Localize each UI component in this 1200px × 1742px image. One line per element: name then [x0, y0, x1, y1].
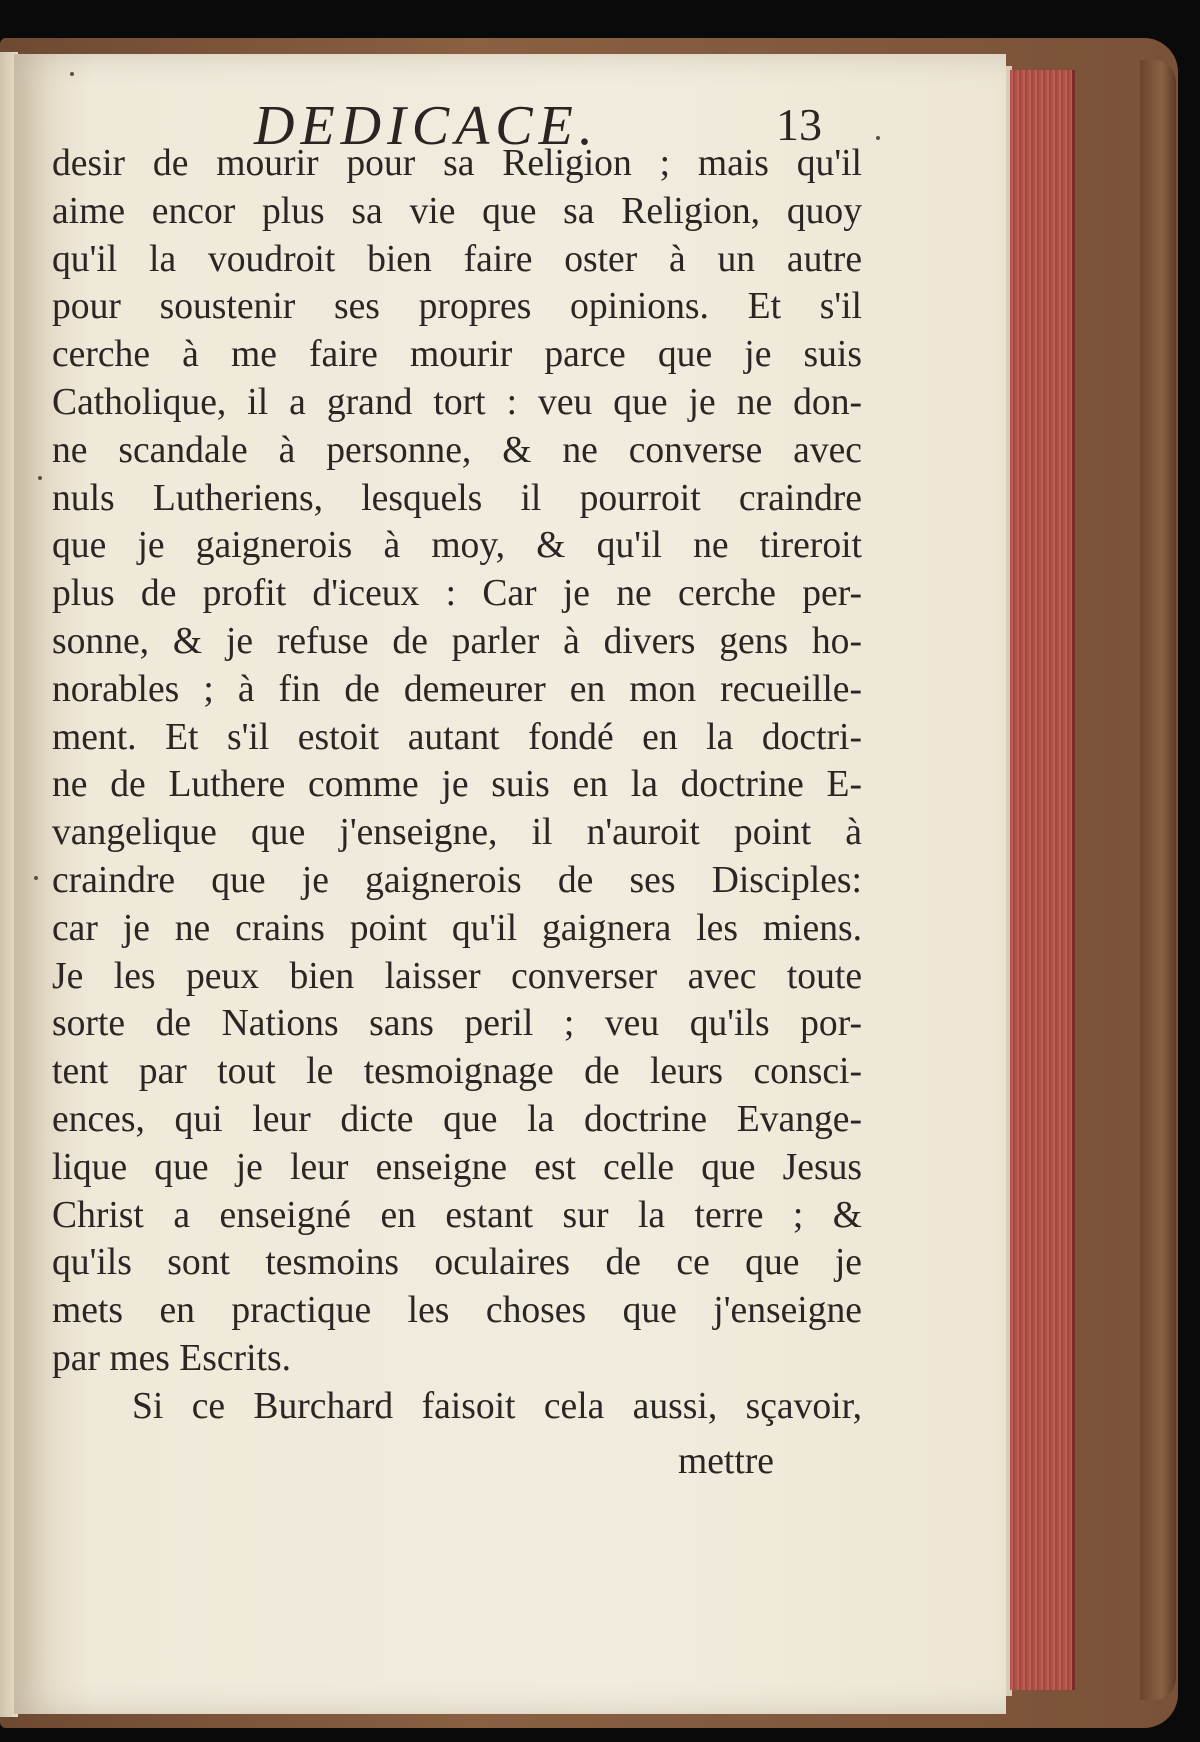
ink-speck — [38, 476, 42, 480]
text-line: ne de Luthere comme je suis en la doctrine E- — [52, 764, 862, 806]
text-line: que je gaignerois à moy, & qu'il ne tireroit — [52, 525, 862, 567]
ink-speck — [70, 72, 74, 76]
red-fore-edge — [1010, 70, 1075, 1690]
text-line: Catholique, il a grand tort : veu que je ne don- — [52, 381, 862, 423]
text-line: tent par tout le tesmoignage de leurs consci- — [52, 1051, 862, 1093]
text-line: desir de mourir pour sa Religion ; mais qu'il — [52, 143, 862, 184]
text-line: norables ; à fin de demeurer en mon recueille- — [52, 668, 862, 710]
page-number: 13 — [776, 99, 822, 150]
text-line: mets en practique les choses que j'enseigne — [52, 1290, 862, 1332]
catchword: mettre — [678, 1441, 774, 1482]
text-line: ences, qui leur dicte que la doctrine Evange- — [52, 1098, 862, 1140]
text-line: ment. Et s'il estoit autant fondé en la doctri- — [52, 716, 862, 758]
text-line: Je les peux bien laisser converser avec toute — [52, 955, 862, 997]
text-line: craindre que je gaignerois de ses Disciples: — [52, 859, 862, 901]
text-line: pour soustenir ses propres opinions. Et s'il — [52, 286, 862, 328]
text-line: Christ a enseigné en estant sur la terre ; & — [52, 1194, 862, 1236]
text-line: car je ne crains point qu'il gaignera les miens. — [52, 907, 862, 949]
text-line: nuls Lutheriens, lesquels il pourroit craindre — [52, 477, 862, 519]
paragraph-start-line: Si ce Burchard faisoit cela aussi, sçavoir, — [132, 1385, 862, 1427]
ink-speck — [34, 876, 38, 880]
text-line: qu'ils sont tesmoins oculaires de ce que je — [52, 1242, 862, 1284]
text-line: ne scandale à personne, & ne converse avec — [52, 429, 862, 471]
text-line: vangelique que j'enseigne, il n'auroit point à — [52, 812, 862, 854]
running-title: DEDICACE. — [254, 95, 599, 157]
text-line: aime encor plus sa vie que sa Religion, quoy — [52, 190, 862, 232]
text-line: cerche à me faire mourir parce que je suis — [52, 334, 862, 376]
text-line: lique que je leur enseigne est celle que Jesus — [52, 1146, 862, 1188]
body-text — [52, 140, 862, 1431]
ink-speck — [876, 136, 880, 140]
text-line: plus de profit d'iceux : Car je ne cerche per- — [52, 573, 862, 615]
text-line: par mes Escrits. — [52, 1337, 291, 1379]
text-line: sorte de Nations sans peril ; veu qu'ils por- — [52, 1003, 862, 1045]
text-line: qu'il la voudroit bien faire oster à un autre — [52, 238, 862, 280]
binding-edge — [1140, 60, 1176, 1700]
text-line: sonne, & je refuse de parler à divers gens ho- — [52, 620, 862, 662]
